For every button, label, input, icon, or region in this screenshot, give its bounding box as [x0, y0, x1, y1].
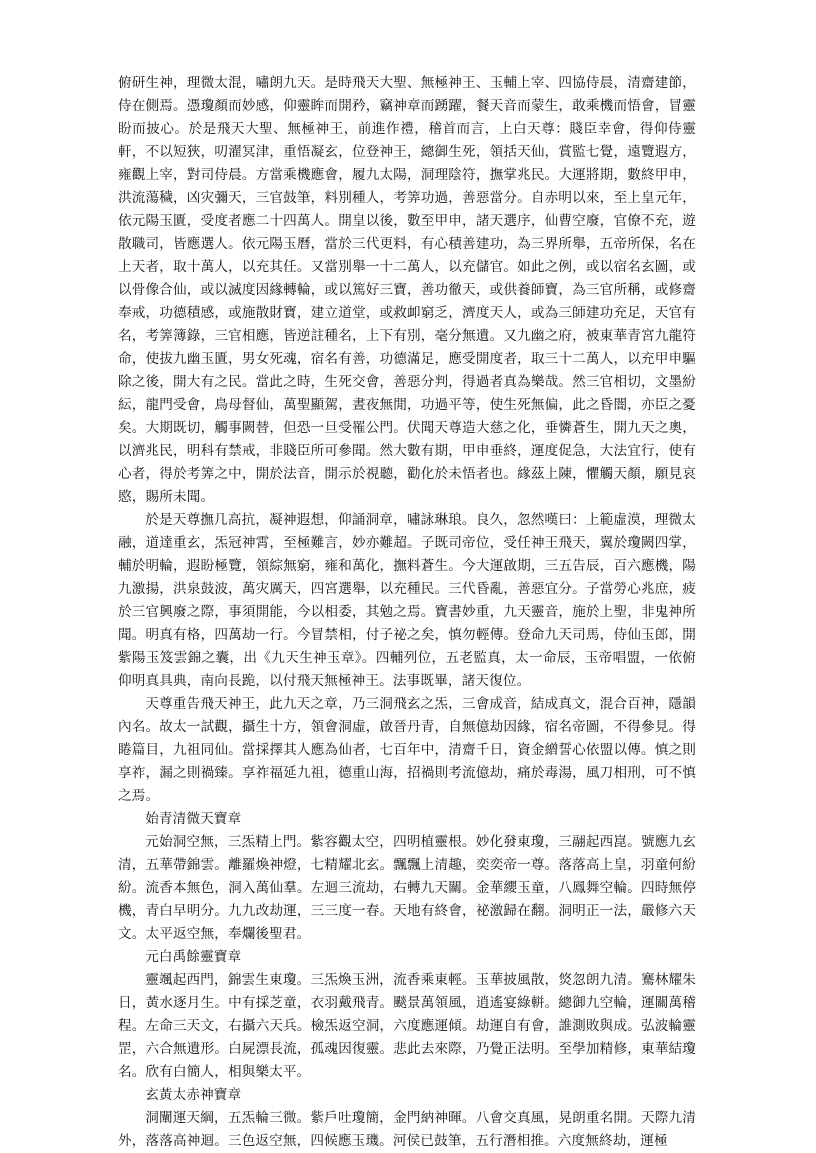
paragraph-1: 俯研生神，理微太混，嘯朗九天。是時飛天大聖、無極神王、玉輔上宰、四協侍晨，清齋建節，侍在側焉。憑瓊顏而妙感，仰靈眸而開矜，竊神章而踴躍，餐天音而蒙生，敢乘機而悟會，冒靈盼而披心。於是飛天大聖、無極神王，前進作禮，稽首而言，上白天尊：賤臣幸會，得仰侍靈軒，不以短狹，叨濯冥津，重悟凝玄，位登神王，總御生死，領括天仙，賞監七覺，遠覽遐方，雍觀上宰，對司侍晨。方當乘機應會，履九太陽，洞理陰符，撫掌兆民。大運將期，數終甲申，洪流蕩穢，凶灾彌天，三官鼓筆，料別種人，考筭功過，善惡當分。自赤明以來，至上皇元年，依元陽玉匱，受度者應二十四萬人。開皇以後，數至甲申，諸天選序，仙曹空廢，官僚不充，遊散職司，皆應選人。依元陽玉曆，當於三代更料，有心積善建功，為三界所舉，五帝所保，名在上天者，取十萬人，以充其任。又當別舉一十二萬人，以充儲官。如此之例，或以宿名玄圖，或以骨像合仙，或以滅度因緣轉輪，或以篤好三寶，善功徹天，或供養師寶，為三官所稱，或修齋奉戒，功德積感，或施散財寶，建立道堂，或救卹窮乏，濟度天人，或為三師建功充足，天官有名，考筭簿錄，三官相應，皆逆註種名，上下有別，毫分無遺。又九幽之府，被東華青宮九龍符命，使拔九幽玉匱，男女死魂，宿名有善，功德滿足，應受開度者，取三十二萬人，以充甲申驅除之後，開大有之民。當此之時，生死交會，善惡分判，得過者真為樂哉。然三官相切，文墨紛紜，龍門受會，鳥母督仙，萬聖顯駕，晝夜無閒，功過平等，使生死無偏，此之昏闇，亦臣之憂矣。大期既切，觸事闕替，但恐一旦受罹公門。伏聞天尊造大慈之化，垂憐蒼生，開九天之奧，以濟兆民，明科有禁戒，非賤臣所可參聞。然大數有期，甲申垂終，運度促急，大法宜行，使有心者，得於考筭之中，開於法音，開示於視聽，勸化於未悟者也。緣茲上陳，懼觸天顏，願見哀愍，賜所未聞。: [118, 75, 696, 505]
section-text-yuyu: 靈颯起西門，錦雲生東瓊。三炁煥玉洲，流香乘東輕。玉華披風散，焂忽朗九清。騫林耀朱日，黃水逐月生。中有採芝童，衣羽戴飛青。颷景萬領風，逍遙宴綠軿。總御九空輪，運關萬稽程。左命三天文，右攝六天兵。檢炁返空洞，六度應運傾。劫運自有會，誰測敗與成。弘波輪靈罡，六合無遺形。白屍漂長流，孤魂因復靈。悲此去來際，乃覺正法明。至學加精修，東華結瓊名。欣有白簡人，相與樂太平。: [118, 972, 696, 1080]
document-page: [118, 72, 696, 1153]
section-heading-qingwei: 始青清微天寶章: [145, 811, 242, 827]
section-heading-taichi: 玄黃太赤神寶章: [145, 1087, 242, 1103]
paragraph-3: 天尊重告飛天神王，此九天之章，乃三洞飛玄之炁，三會成音，結成真文，混合百神，隱韻內名。故太一試觀，攝生十方，領會洞虛，啟晉丹青，自無億劫因緣，宿名帝圖，不得參見。得睠篇目，九祖同仙。當採擇其人應為仙者，七百年中，清齋千日，資金繒誓心依盟以傳。慎之則享祚，漏之則禍臻。享祚福延九祖，德重山海，招禍則考流億劫，痛於毒湯，風刀相刑，可不慎之焉。: [118, 696, 696, 804]
section-text-qingwei: 元始洞空無，三炁精上門。紫容觀太空，四明植靈根。妙化發東瓊，三翮起西崑。號應九玄清，五華帶錦雲。離羅煥神燈，七精耀北玄。飄飄上清趣，奕奕帝一尊。落落高上皇，羽童何紛紛。流香本無色，洞入萬仙羣。左迴三流劫，右轉九天關。金華纓玉童，八鳳舞空輪。四時無停機，青白早明分。九九改劫運，三三度一春。天地有終會，祕激歸在翻。洞明正一法，嚴修六天文。太平返空無，奉爛後聖君。: [118, 834, 696, 942]
paragraph-2: 於是天尊撫几高抗，凝神遐想，仰誦洞章，嘯詠琳琅。良久，忽然嘆曰：上範虛漠，理微太融，道達重玄，炁冠神霄，至極難言，妙亦難超。子既司帝位，受任神王飛天，翼於瓊闕四掌，輔於明輪，遐盼極覽，領綜無窮，雍和萬化，撫料蒼生。今大運啟期，三五告辰，百六應機，陽九激揚，洪泉鼓波，萬灾厲天，四宮選舉，以充種民。三代昏亂，善惡宜分。子當勞心兆庶，疲於三官興廢之際，事須開能，今以相委，其勉之焉。寶書妙重，九天靈音，施於上聖，非鬼神所聞。明真有格，四萬劫一行。今冒禁相，付子祕之矣，慎勿輕傳。登命九天司馬，侍仙玉郎，開紫陽玉笈雲錦之囊，出《九天生神玉章》。四輔列位，五老監真，太一命辰，玉帝唱盟，一依俯仰明真具典，南向長跪，以付飛天無極神王。法事既畢，諸天復位。: [118, 512, 696, 689]
section-text-taichi: 洞闡運天綱，五炁輪三微。紫戶吐瓊簡，金門納神暉。八會交真風，晃朗重名開。天際九清外，落落高神迴。三色返空無，四候應玉璣。河侯已鼓筆，五行潛相推。六度無終劫，運極: [118, 1110, 696, 1149]
section-heading-yuyu: 元白禹餘靈寶章: [145, 949, 242, 965]
